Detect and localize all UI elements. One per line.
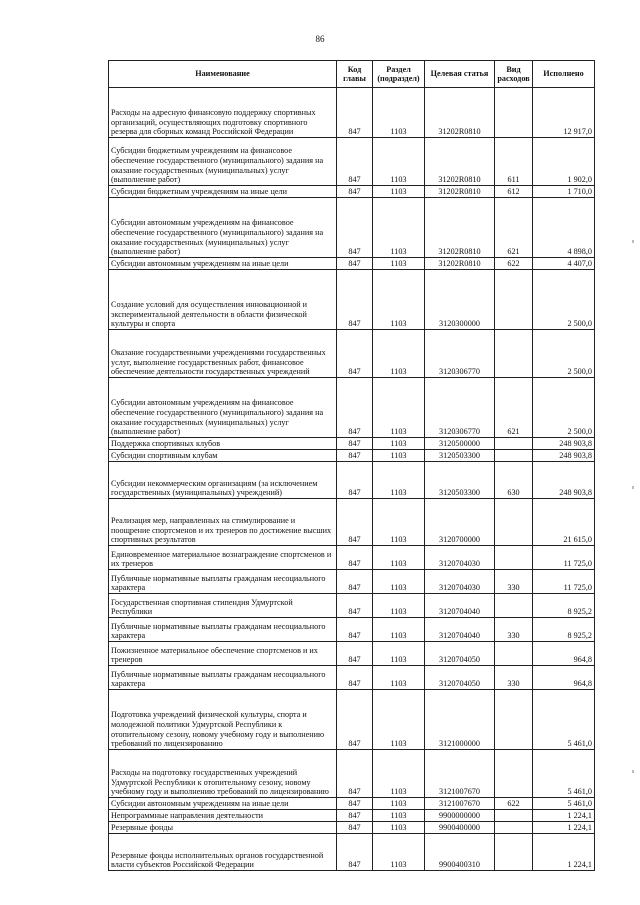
table-body [109, 88, 595, 871]
row-type: 621 [495, 378, 533, 438]
table-row [109, 618, 595, 642]
row-done: 11 725,0 [533, 570, 595, 594]
row-type [495, 438, 533, 450]
row-name: Субсидии спортивным клубам [109, 450, 337, 462]
row-done: 964,8 [533, 642, 595, 666]
table-row [109, 690, 595, 750]
page-number: 86 [315, 34, 325, 44]
row-code: 847 [337, 330, 373, 378]
table-row [109, 810, 595, 822]
row-target: 3121000000 [425, 690, 495, 750]
row-done: 8 925,2 [533, 618, 595, 642]
table-row [109, 88, 595, 138]
row-done: 5 461,0 [533, 798, 595, 810]
row-name: Публичные нормативные выплаты гражданам несоциального характера [109, 666, 337, 690]
row-section: 1103 [373, 499, 425, 546]
row-name: Расходы на адресную финансовую поддержку спортивных организаций, осуществляющих подготовку спортивного резерва для сборных команд Российской Федерации [109, 88, 337, 138]
row-target: 3121007670 [425, 750, 495, 798]
row-done: 1 224,1 [533, 822, 595, 834]
row-section: 1103 [373, 690, 425, 750]
row-code: 847 [337, 570, 373, 594]
row-code: 847 [337, 138, 373, 186]
row-code: 847 [337, 198, 373, 258]
row-target: 3120503300 [425, 450, 495, 462]
row-target: 3120306770 [425, 378, 495, 438]
row-section: 1103 [373, 834, 425, 871]
row-code: 847 [337, 378, 373, 438]
row-done: 964,8 [533, 666, 595, 690]
row-name: Оказание государственными учреждениями государственных услуг, выполнение государственных работ, финансовое обеспечение деятельности государственных учреждений [109, 330, 337, 378]
row-target: 3120704050 [425, 642, 495, 666]
table-row [109, 499, 595, 546]
row-target: 3120500000 [425, 438, 495, 450]
row-done: 12 917,0 [533, 88, 595, 138]
row-name: Поддержка спортивных клубов [109, 438, 337, 450]
row-done: 11 725,0 [533, 546, 595, 570]
row-code: 847 [337, 594, 373, 618]
row-done: 1 224,1 [533, 834, 595, 871]
row-type: 330 [495, 618, 533, 642]
row-target: 3120704040 [425, 618, 495, 642]
table-row [109, 822, 595, 834]
row-done: 1 224,1 [533, 810, 595, 822]
row-target: 3120700000 [425, 499, 495, 546]
row-type: 630 [495, 462, 533, 499]
row-target: 9900000000 [425, 810, 495, 822]
row-type [495, 690, 533, 750]
row-section: 1103 [373, 378, 425, 438]
row-target: 3121007670 [425, 798, 495, 810]
row-code: 847 [337, 438, 373, 450]
header-section: Раздел (подраздел) [373, 61, 425, 88]
row-target: 3120306770 [425, 330, 495, 378]
row-done: 5 461,0 [533, 750, 595, 798]
row-type [495, 750, 533, 798]
row-target: 31202R0810 [425, 186, 495, 198]
row-code: 847 [337, 822, 373, 834]
table-row [109, 450, 595, 462]
row-type: 330 [495, 666, 533, 690]
table-row [109, 186, 595, 198]
row-code: 847 [337, 270, 373, 330]
row-type [495, 642, 533, 666]
header-done: Исполнено [533, 61, 595, 88]
row-name: Субсидии автономным учреждениям на финансовое обеспечение государственного (муниципального) задания на оказание государственных (муниципальных) услуг (выполнение работ) [109, 198, 337, 258]
row-target: 9900400310 [425, 834, 495, 871]
table-row [109, 834, 595, 871]
row-done: 2 500,0 [533, 378, 595, 438]
row-name: Субсидии автономным учреждениям на иные цели [109, 258, 337, 270]
row-done: 5 461,0 [533, 690, 595, 750]
row-done: 2 500,0 [533, 270, 595, 330]
table-row [109, 594, 595, 618]
row-code: 847 [337, 186, 373, 198]
budget-execution-table [108, 60, 595, 871]
table-row [109, 570, 595, 594]
table-row [109, 198, 595, 258]
row-name: Субсидии некоммерческим организациям (за исключением государственных (муниципальных) учреждений) [109, 462, 337, 499]
row-type: 622 [495, 258, 533, 270]
row-code: 847 [337, 690, 373, 750]
row-target: 31202R0810 [425, 198, 495, 258]
row-type: 611 [495, 138, 533, 186]
table-header-row [109, 61, 595, 88]
header-type: Вид расходов [495, 61, 533, 88]
scan-edge-mark [632, 770, 634, 773]
header-code: Код главы [337, 61, 373, 88]
row-done: 8 925,2 [533, 594, 595, 618]
row-section: 1103 [373, 570, 425, 594]
row-done: 248 903,8 [533, 450, 595, 462]
row-code: 847 [337, 750, 373, 798]
row-section: 1103 [373, 270, 425, 330]
row-name: Резервные фонды исполнительных органов государственной власти субъектов Российской Федерации [109, 834, 337, 871]
row-target: 31202R0810 [425, 88, 495, 138]
row-done: 1 902,0 [533, 138, 595, 186]
row-target: 3120704050 [425, 666, 495, 690]
row-code: 847 [337, 666, 373, 690]
row-section: 1103 [373, 618, 425, 642]
row-section: 1103 [373, 798, 425, 810]
row-done: 4 407,0 [533, 258, 595, 270]
table-row [109, 546, 595, 570]
row-section: 1103 [373, 666, 425, 690]
row-name: Публичные нормативные выплаты гражданам несоциального характера [109, 618, 337, 642]
row-section: 1103 [373, 594, 425, 618]
row-section: 1103 [373, 258, 425, 270]
table-row [109, 750, 595, 798]
row-type: 621 [495, 198, 533, 258]
row-code: 847 [337, 618, 373, 642]
row-code: 847 [337, 450, 373, 462]
row-type [495, 270, 533, 330]
row-section: 1103 [373, 822, 425, 834]
row-done: 4 898,0 [533, 198, 595, 258]
row-code: 847 [337, 834, 373, 871]
scan-edge-mark [632, 486, 634, 489]
row-done: 2 500,0 [533, 330, 595, 378]
row-type [495, 450, 533, 462]
row-code: 847 [337, 88, 373, 138]
row-code: 847 [337, 462, 373, 499]
row-name: Субсидии бюджетным учреждениям на финансовое обеспечение государственного (муниципального) задания на оказание государственных (муниципальных) услуг (выполнение работ) [109, 138, 337, 186]
row-section: 1103 [373, 88, 425, 138]
row-name: Единовременное материальное вознаграждение спортсменов и их тренеров [109, 546, 337, 570]
row-code: 847 [337, 258, 373, 270]
row-section: 1103 [373, 198, 425, 258]
row-done: 248 903,8 [533, 462, 595, 499]
table-row [109, 330, 595, 378]
row-type: 622 [495, 798, 533, 810]
table-row [109, 270, 595, 330]
row-section: 1103 [373, 462, 425, 499]
row-target: 3120300000 [425, 270, 495, 330]
row-name: Создание условий для осуществления инновационной и экспериментальной деятельности в области физической культуры и спорта [109, 270, 337, 330]
row-section: 1103 [373, 810, 425, 822]
row-section: 1103 [373, 330, 425, 378]
row-target: 31202R0810 [425, 138, 495, 186]
row-section: 1103 [373, 642, 425, 666]
row-name: Субсидии бюджетным учреждениям на иные цели [109, 186, 337, 198]
row-name: Подготовка учреждений физической культуры, спорта и молодежной политики Удмуртской Республики к отопительному сезону, новому учебному году и выполнению требований по лицензированию [109, 690, 337, 750]
row-section: 1103 [373, 138, 425, 186]
row-type: 330 [495, 570, 533, 594]
row-code: 847 [337, 499, 373, 546]
row-section: 1103 [373, 750, 425, 798]
row-section: 1103 [373, 546, 425, 570]
table-row [109, 462, 595, 499]
table-row [109, 378, 595, 438]
row-done: 248 903,8 [533, 438, 595, 450]
row-code: 847 [337, 798, 373, 810]
row-name: Государственная спортивная стипендия Удмуртской Республики [109, 594, 337, 618]
row-code: 847 [337, 546, 373, 570]
scan-edge-mark [632, 240, 634, 243]
header-target: Целевая статья [425, 61, 495, 88]
row-name: Пожизненное материальное обеспечение спортсменов и их тренеров [109, 642, 337, 666]
row-target: 3120704030 [425, 570, 495, 594]
row-section: 1103 [373, 186, 425, 198]
row-type [495, 546, 533, 570]
table-row [109, 642, 595, 666]
row-type [495, 822, 533, 834]
row-name: Субсидии автономным учреждениям на финансовое обеспечение государственного (муниципального) задания на оказание государственных (муниципальных) услуг (выполнение работ) [109, 378, 337, 438]
row-target: 3120704030 [425, 546, 495, 570]
row-target: 9900400000 [425, 822, 495, 834]
row-type [495, 88, 533, 138]
header-name: Наименование [109, 61, 337, 88]
row-done: 1 710,0 [533, 186, 595, 198]
row-type [495, 594, 533, 618]
row-code: 847 [337, 810, 373, 822]
row-section: 1103 [373, 438, 425, 450]
row-target: 3120704040 [425, 594, 495, 618]
row-type [495, 834, 533, 871]
row-name: Реализация мер, направленных на стимулирование и поощрение спортсменов и их тренеров по достижение высших спортивных результатов [109, 499, 337, 546]
row-target: 3120503300 [425, 462, 495, 499]
table-row [109, 258, 595, 270]
table-row [109, 798, 595, 810]
row-type [495, 330, 533, 378]
row-name: Публичные нормативные выплаты гражданам несоциального характера [109, 570, 337, 594]
row-name: Субсидии автономным учреждениям на иные цели [109, 798, 337, 810]
row-target: 31202R0810 [425, 258, 495, 270]
row-section: 1103 [373, 450, 425, 462]
row-name: Резервные фонды [109, 822, 337, 834]
row-code: 847 [337, 642, 373, 666]
row-type: 612 [495, 186, 533, 198]
row-name: Расходы на подготовку государственных учреждений Удмуртской Республики к отопительному сезону, новому учебному году и выполнению требований по лицензированию [109, 750, 337, 798]
table-row [109, 138, 595, 186]
row-type [495, 810, 533, 822]
table-row [109, 438, 595, 450]
row-done: 21 615,0 [533, 499, 595, 546]
row-type [495, 499, 533, 546]
row-name: Непрограммные направления деятельности [109, 810, 337, 822]
table-row [109, 666, 595, 690]
